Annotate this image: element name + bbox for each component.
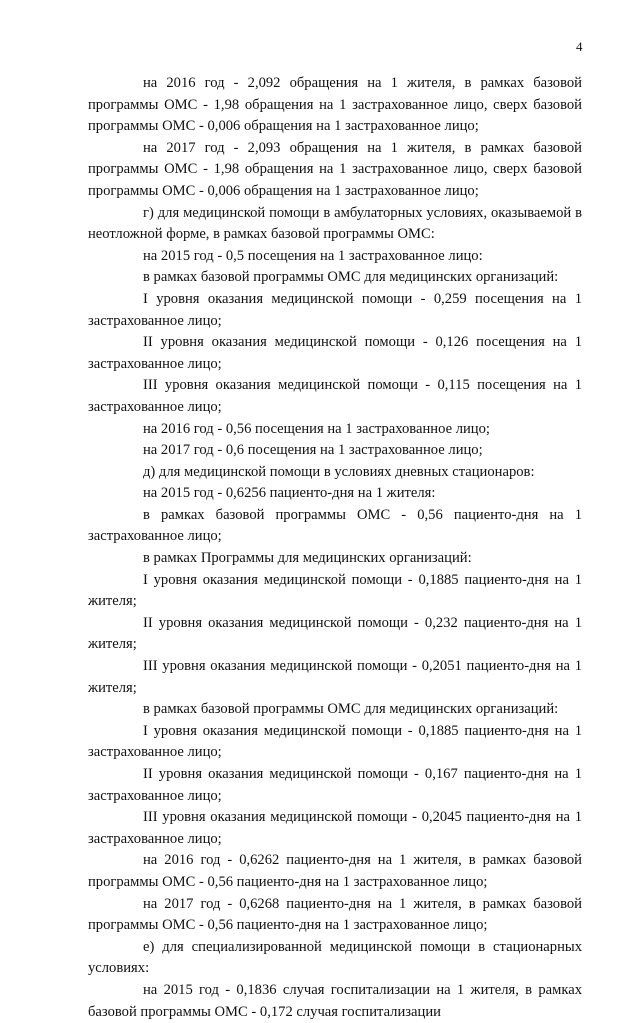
paragraph: на 2015 год - 0,6256 пациенто-дня на 1 жителя: xyxy=(143,485,436,502)
paragraph: на 2017 год - 0,6268 пациенто-дня на 1 жителя, в рамках базовой программы ОМС - 0,56 пациенто-дня на 1 застрахованное лицо; xyxy=(88,895,582,934)
paragraph: I уровня оказания медицинской помощи - 0,1885 пациенто-дня на 1 жителя; xyxy=(88,571,582,610)
paragraph: III уровня оказания медицинской помощи - 0,115 посещения на 1 застрахованное лицо; xyxy=(88,377,582,415)
paragraph: на 2016 год - 2,092 обращения на 1 жителя, в рамках базовой программы ОМС - 1,98 обращения на 1 застрахованное лицо, сверх базовой программы ОМС - 0,006 обращения на 1 застрахованное лицо; xyxy=(88,75,582,135)
paragraph: в рамках Программы для медицинских организаций: xyxy=(143,550,472,567)
paragraph: на 2015 год - 0,1836 случая госпитализации на 1 жителя, в рамках базовой программы ОМС - 0,172 случая госпитализации xyxy=(88,981,582,1020)
paragraph: I уровня оказания медицинской помощи - 0,259 посещения на 1 застрахованное лицо; xyxy=(88,290,582,329)
paragraph: I уровня оказания медицинской помощи - 0,1885 пациенто-дня на 1 застрахованное лицо; xyxy=(88,722,582,761)
paragraph: на 2017 год - 0,6 посещения на 1 застрахованное лицо; xyxy=(143,442,483,459)
paragraph: в рамках базовой программы ОМС - 0,56 пациенто-дня на 1 застрахованное лицо; xyxy=(88,506,582,545)
paragraph: II уровня оказания медицинской помощи - 0,126 посещения на 1 застрахованное лицо; xyxy=(88,334,582,372)
paragraph: на 2015 год - 0,5 посещения на 1 застрахованное лицо: xyxy=(143,247,483,264)
paragraph: III уровня оказания медицинской помощи - 0,2051 пациенто-дня на 1 жителя; xyxy=(88,658,582,696)
paragraph: III уровня оказания медицинской помощи - 0,2045 пациенто-дня на 1 застрахованное лицо; xyxy=(88,809,582,847)
paragraph: е) для специализированной медицинской помощи в стационарных условиях: xyxy=(88,938,582,977)
paragraph: в рамках базовой программы ОМС для медицинских организаций: xyxy=(143,701,559,718)
document-body xyxy=(88,73,582,1023)
paragraph: на 2016 год - 0,6262 пациенто-дня на 1 жителя, в рамках базовой программы ОМС - 0,56 пациенто-дня на 1 застрахованное лицо; xyxy=(88,852,582,890)
paragraph: д) для медицинской помощи в условиях дневных стационаров: xyxy=(143,463,535,480)
paragraph: в рамках базовой программы ОМС для медицинских организаций: xyxy=(143,269,559,286)
paragraph: II уровня оказания медицинской помощи - 0,232 пациенто-дня на 1 жителя; xyxy=(88,614,582,653)
paragraph: г) для медицинской помощи в амбулаторных условиях, оказываемой в неотложной форме, в рамках базовой программы ОМС: xyxy=(88,204,582,243)
page-number: 4 xyxy=(576,39,583,54)
paragraph: на 2017 год - 2,093 обращения на 1 жителя, в рамках базовой программы ОМС - 1,98 обращения на 1 застрахованное лицо, сверх базовой программы ОМС - 0,006 обращения на 1 застрахованное лицо; xyxy=(88,139,582,199)
paragraph: на 2016 год - 0,56 посещения на 1 застрахованное лицо; xyxy=(143,420,490,437)
paragraph: II уровня оказания медицинской помощи - 0,167 пациенто-дня на 1 застрахованное лицо; xyxy=(88,766,582,804)
